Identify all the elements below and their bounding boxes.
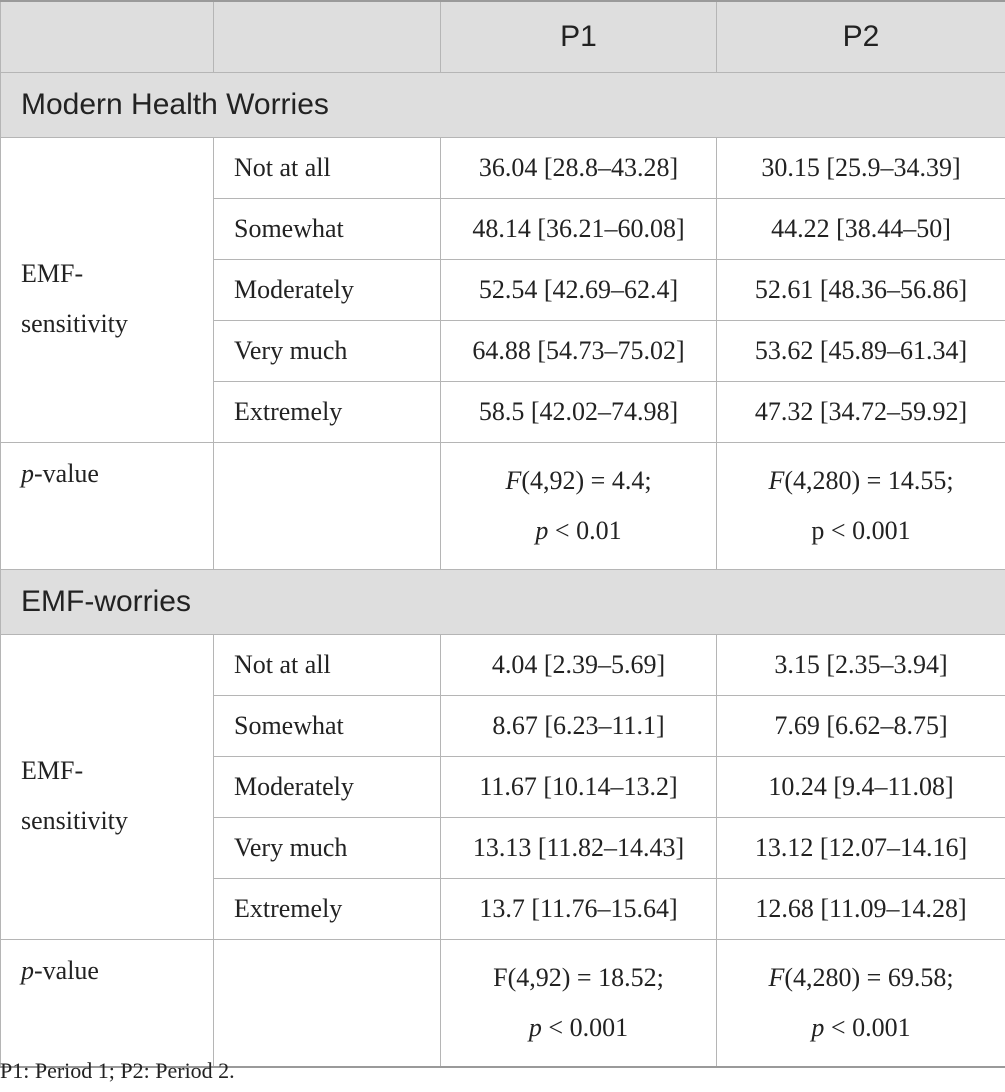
level-label: Moderately	[214, 757, 441, 818]
value-p2: 7.69 [6.62–8.75]	[717, 696, 1005, 757]
value-p2: 47.32 [34.72–59.92]	[717, 382, 1005, 443]
header-row	[1, 1, 1005, 73]
table-footnote: P1: Period 1; P2: Period 2.	[0, 1058, 235, 1083]
pvalue-p1: F(4,92) = 18.52; p < 0.001	[441, 940, 717, 1068]
value-p2: 12.68 [11.09–14.28]	[717, 879, 1005, 940]
section-title: EMF-worries	[1, 570, 1005, 635]
level-label: Somewhat	[214, 696, 441, 757]
value-p1: 48.14 [36.21–60.08]	[441, 199, 717, 260]
header-cell-blank-2	[214, 1, 441, 73]
group-label: EMF- sensitivity	[1, 635, 214, 940]
value-p2: 3.15 [2.35–3.94]	[717, 635, 1005, 696]
level-label: Not at all	[214, 635, 441, 696]
table-row	[1, 635, 1005, 696]
header-p1: P1	[441, 1, 717, 73]
value-p1: 13.7 [11.76–15.64]	[441, 879, 717, 940]
level-label: Moderately	[214, 260, 441, 321]
section-title: Modern Health Worries	[1, 73, 1005, 138]
value-p1: 36.04 [28.8–43.28]	[441, 138, 717, 199]
pvalue-row	[1, 443, 1005, 570]
pvalue-blank	[214, 443, 441, 570]
value-p2: 13.12 [12.07–14.16]	[717, 818, 1005, 879]
value-p2: 10.24 [9.4–11.08]	[717, 757, 1005, 818]
value-p2: 52.61 [48.36–56.86]	[717, 260, 1005, 321]
pvalue-blank	[214, 940, 441, 1068]
level-label: Very much	[214, 818, 441, 879]
header-p2: P2	[717, 1, 1005, 73]
value-p1: 13.13 [11.82–14.43]	[441, 818, 717, 879]
table-row	[1, 138, 1005, 199]
pvalue-p2: F(4,280) = 14.55; p < 0.001	[717, 443, 1005, 570]
level-label: Somewhat	[214, 199, 441, 260]
level-label: Not at all	[214, 138, 441, 199]
value-p1: 64.88 [54.73–75.02]	[441, 321, 717, 382]
value-p2: 30.15 [25.9–34.39]	[717, 138, 1005, 199]
group-label: EMF- sensitivity	[1, 138, 214, 443]
value-p1: 4.04 [2.39–5.69]	[441, 635, 717, 696]
section-row-emf-worries	[1, 570, 1005, 635]
pvalue-label: p-value	[1, 443, 214, 570]
section-row-modern-health-worries	[1, 73, 1005, 138]
value-p2: 44.22 [38.44–50]	[717, 199, 1005, 260]
pvalue-row	[1, 940, 1005, 1068]
level-label: Extremely	[214, 382, 441, 443]
pvalue-p2: F(4,280) = 69.58; p < 0.001	[717, 940, 1005, 1068]
value-p1: 52.54 [42.69–62.4]	[441, 260, 717, 321]
value-p2: 53.62 [45.89–61.34]	[717, 321, 1005, 382]
level-label: Extremely	[214, 879, 441, 940]
level-label: Very much	[214, 321, 441, 382]
value-p1: 11.67 [10.14–13.2]	[441, 757, 717, 818]
pvalue-label: p-value	[1, 940, 214, 1068]
pvalue-p1: F(4,92) = 4.4; p < 0.01	[441, 443, 717, 570]
header-cell-blank-1	[1, 1, 214, 73]
value-p1: 8.67 [6.23–11.1]	[441, 696, 717, 757]
value-p1: 58.5 [42.02–74.98]	[441, 382, 717, 443]
